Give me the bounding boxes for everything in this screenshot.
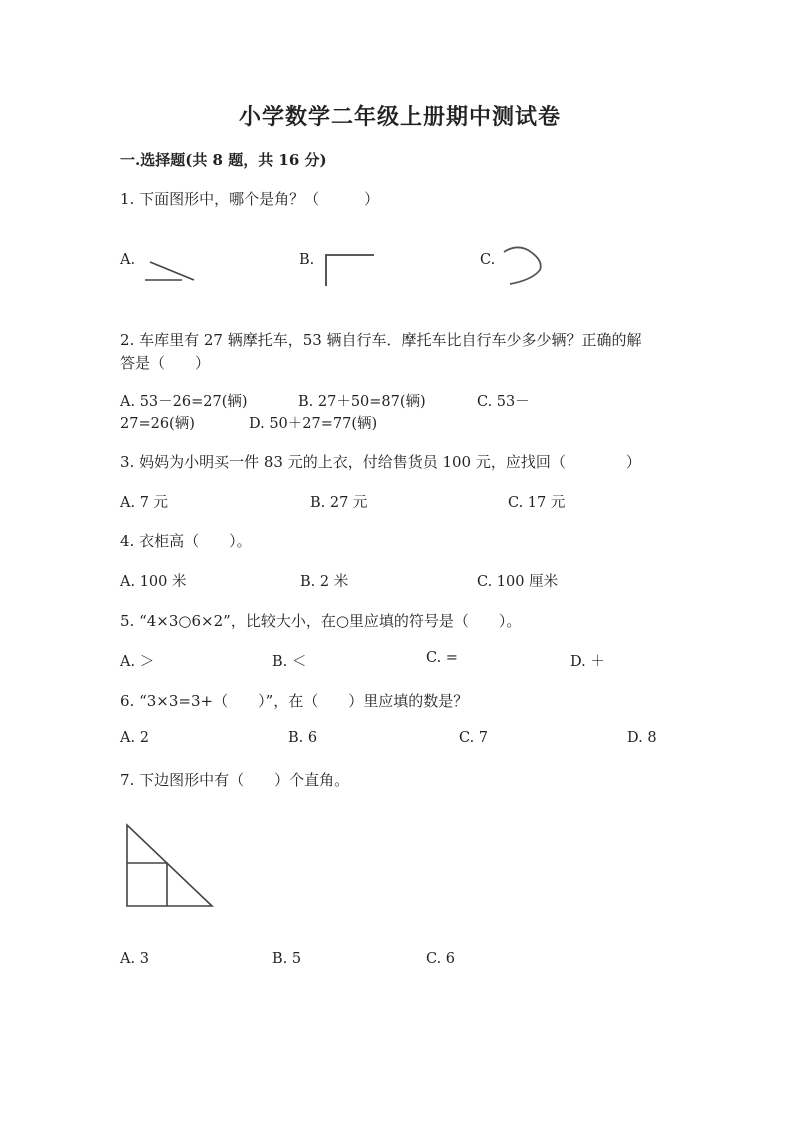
- q1-option-b-figure: [320, 250, 380, 290]
- q4-option-a: A. 100 米: [120, 574, 187, 590]
- q1-option-b-label: B.: [299, 252, 315, 268]
- q2-option-a: A. 53－26=27(辆): [120, 394, 248, 410]
- section-heading: 一.选择题(共 8 题，共 16 分): [120, 151, 327, 169]
- q3-option-a: A. 7 元: [120, 495, 169, 511]
- q2-option-d: D. 50＋27=77(辆): [249, 416, 378, 432]
- q5-option-d: D. ＋: [570, 654, 605, 670]
- question-1: 1. 下面图形中，哪个是角？（ ）: [120, 190, 380, 208]
- q5-option-a: A. ＞: [120, 654, 155, 670]
- question-3: 3. 妈妈为小明买一件 83 元的上衣，付给售货员 100 元，应找回（ ）: [120, 453, 641, 471]
- q7-triangle-figure: [120, 820, 220, 912]
- q4-option-b: B. 2 米: [300, 574, 349, 590]
- q6-option-c: C. 7: [459, 730, 489, 746]
- question-7: 7. 下边图形中有（ ）个直角。: [120, 771, 350, 789]
- q7-option-c: C. 6: [426, 951, 456, 967]
- page-title: 小学数学二年级上册期中测试卷: [238, 104, 561, 130]
- question-6: 6. “3×3=3+（ ）”，在（ ）里应填的数是？: [120, 692, 469, 710]
- q1-option-c-label: C.: [480, 252, 496, 268]
- q3-option-c: C. 17 元: [508, 495, 566, 511]
- q2-option-c-continued: 27=26(辆): [120, 416, 195, 432]
- q6-option-d: D. 8: [627, 730, 657, 746]
- question-5: 5. “4×3○6×2”，比较大小，在○里应填的符号是（ ）。: [120, 612, 522, 630]
- q7-option-b: B. 5: [272, 951, 302, 967]
- q5-option-b: B. ＜: [272, 654, 307, 670]
- q4-option-c: C. 100 厘米: [477, 574, 559, 590]
- q2-option-c: C. 53－: [477, 394, 530, 410]
- question-2-line-2: 答是（ ）: [120, 354, 211, 372]
- question-4: 4. 衣柜高（ ）。: [120, 532, 252, 550]
- q1-option-a-figure: [140, 252, 200, 287]
- q6-option-b: B. 6: [288, 730, 318, 746]
- q3-option-b: B. 27 元: [310, 495, 368, 511]
- q7-option-a: A. 3: [120, 951, 149, 967]
- q1-option-c-figure: [498, 240, 553, 290]
- question-2-line-1: 2. 车库里有 27 辆摩托车，53 辆自行车．摩托车比自行车少多少辆？正确的解: [120, 331, 642, 349]
- q1-option-a-label: A.: [120, 252, 136, 268]
- q5-option-c: C. =: [426, 650, 458, 666]
- q2-option-b: B. 27＋50=87(辆): [298, 394, 426, 410]
- q6-option-a: A. 2: [120, 730, 149, 746]
